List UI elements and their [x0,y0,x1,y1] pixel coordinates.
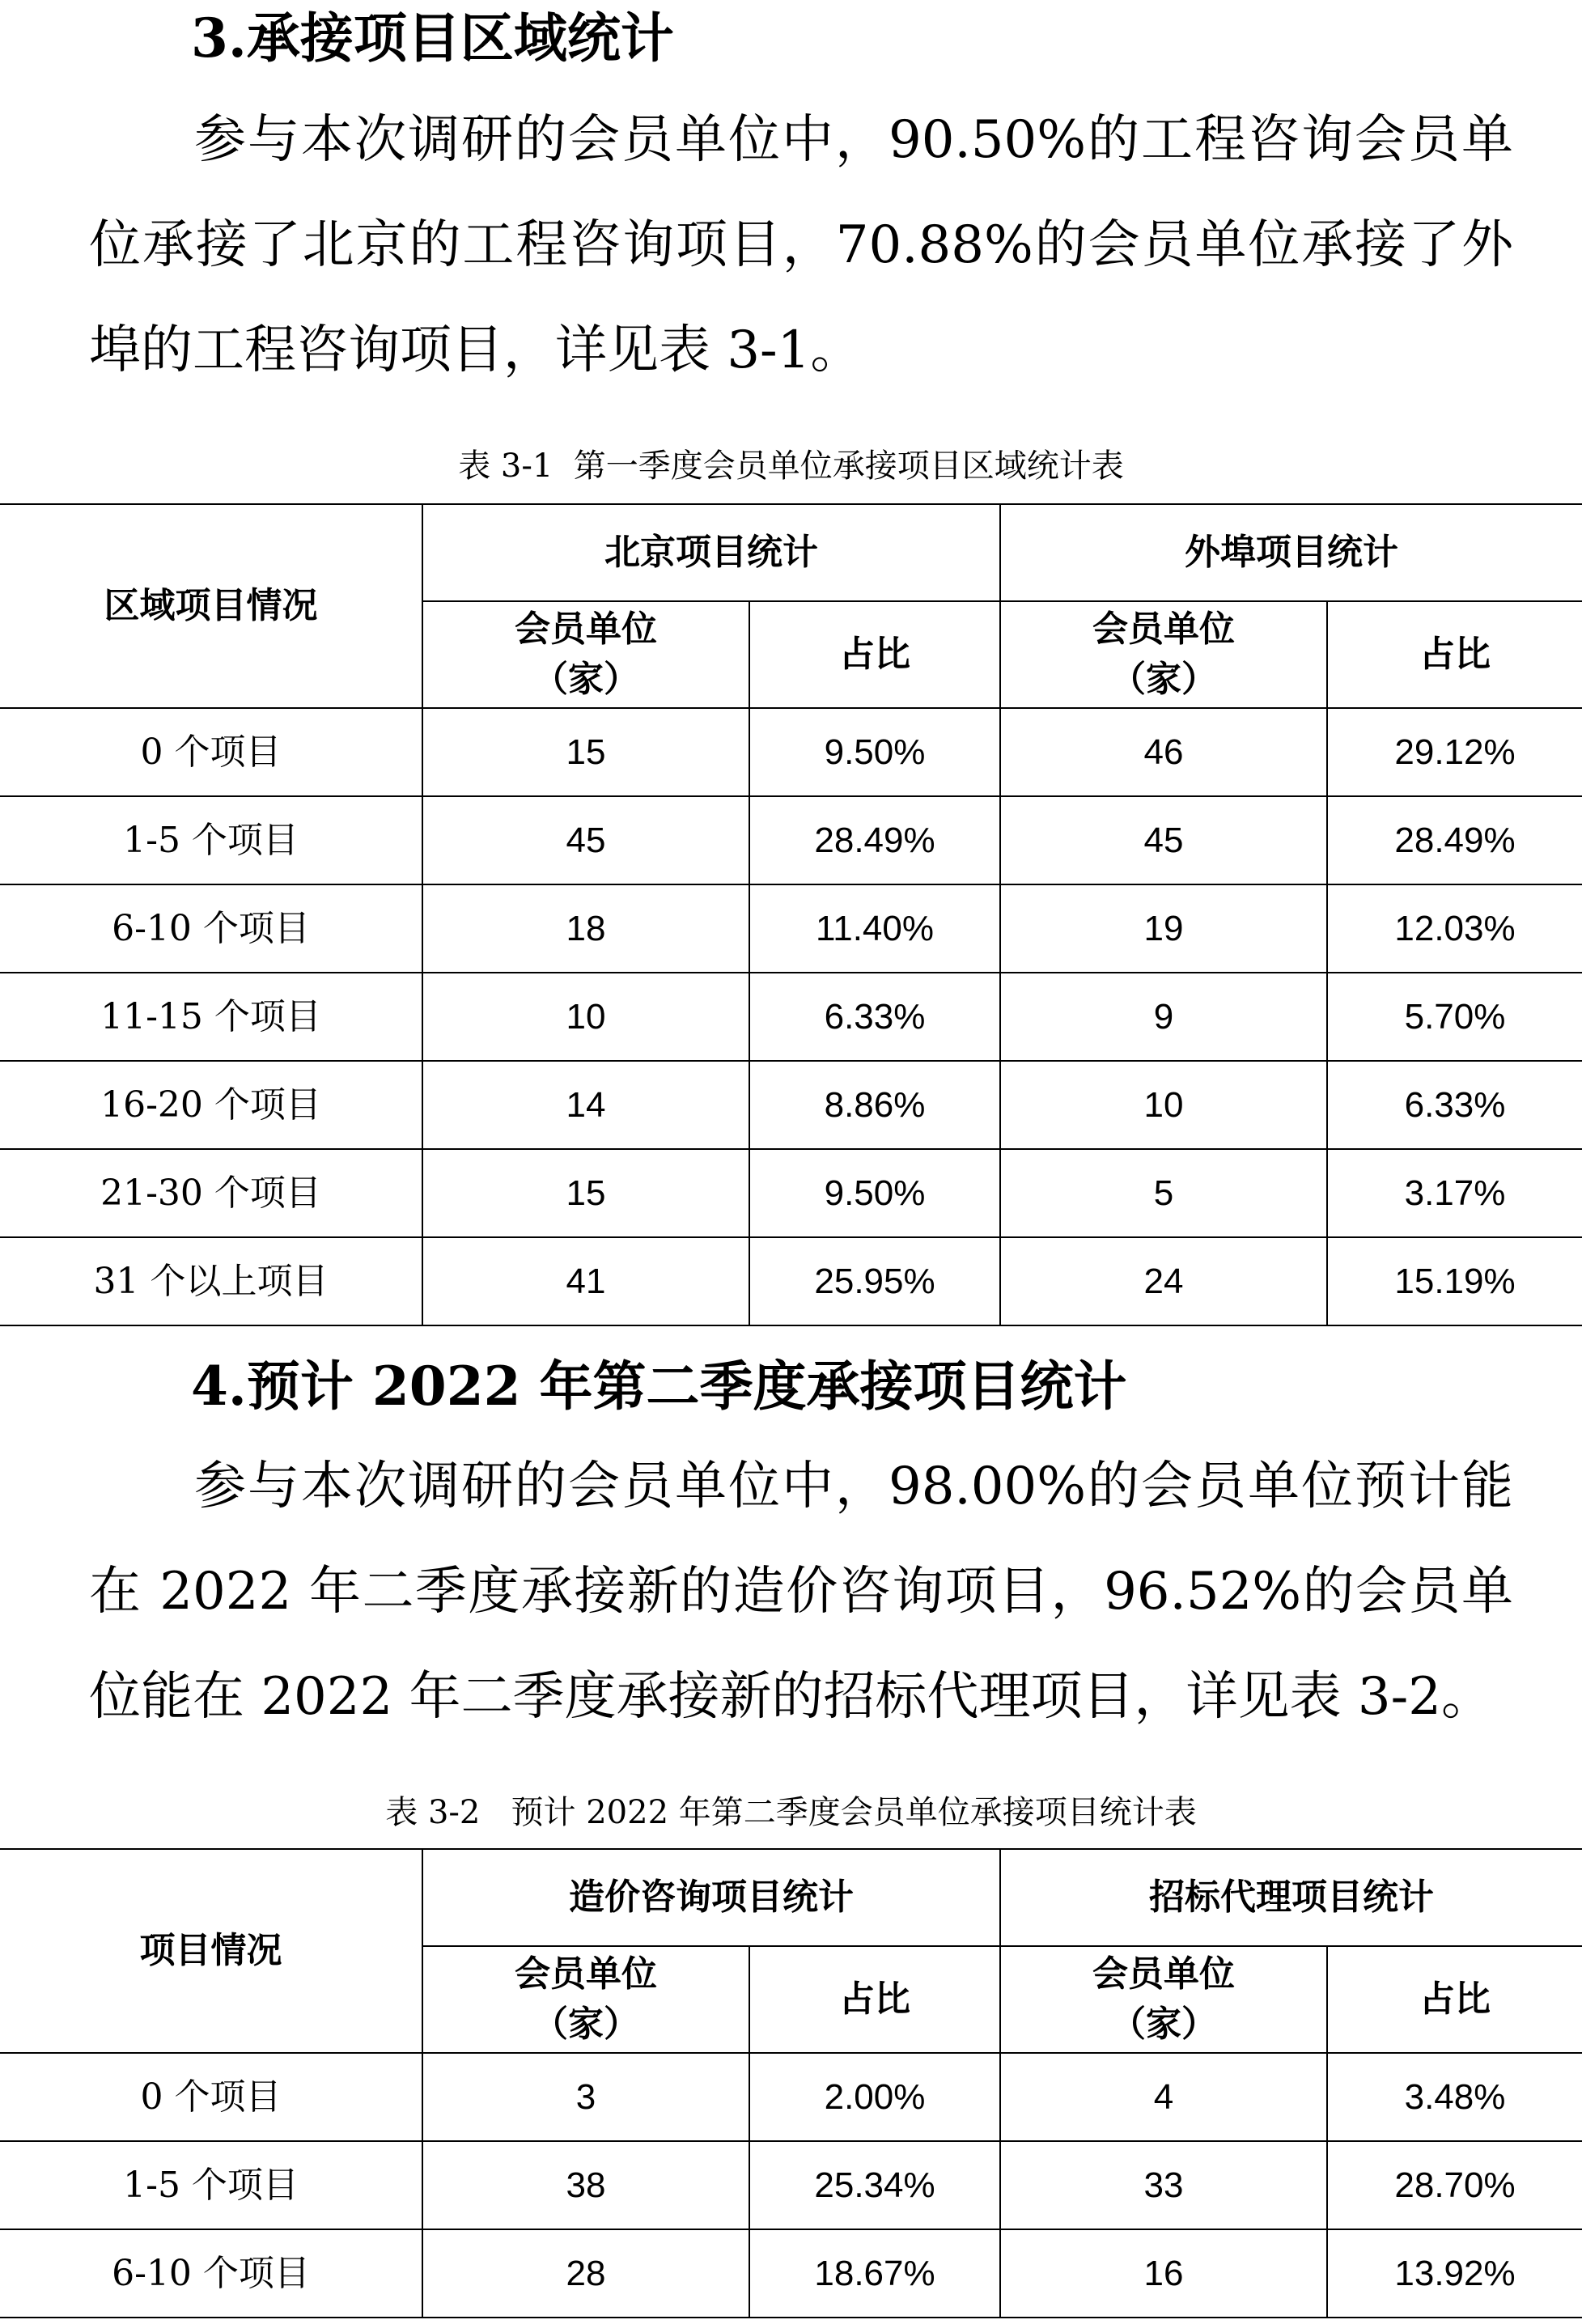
cell-units: 45 [1000,796,1327,884]
group-header-outside: 外埠项目统计 [1000,504,1582,601]
table-row [0,2141,1582,2229]
cell-ratio: 25.95% [749,1237,1000,1325]
table-3-2-caption: 表 3-2 预计 2022 年第二季度会员单位承接项目统计表 [385,1794,1197,1831]
units-header: 会员单位 （家） [422,601,749,708]
cell-ratio: 28.70% [1327,2141,1582,2229]
cell-units: 24 [1000,1237,1327,1325]
cell-units: 14 [422,1061,749,1149]
cell-ratio: 11.40% [749,884,1000,973]
cell-ratio: 9.50% [749,1149,1000,1237]
table-row [0,1149,1582,1237]
section-4-heading: 4.预计 2022 年第二季度承接项目统计 [191,1355,1127,1418]
cell-units: 9 [1000,973,1327,1061]
ratio-header: 占比 [1327,601,1582,708]
units-header: 会员单位 （家） [422,1946,749,2053]
section-4-paragraph [89,1434,1513,1749]
cell-units: 41 [422,1237,749,1325]
cell-units: 46 [1000,708,1327,796]
cell-units: 19 [1000,884,1327,973]
table-3-2 [0,1848,1582,2318]
cell-units: 38 [422,2141,749,2229]
ratio-header: 占比 [749,1946,1000,2053]
table-row [0,884,1582,973]
table-row [0,1061,1582,1149]
cell-units: 16 [1000,2229,1327,2318]
row-label: 16-20 个项目 [0,1061,422,1149]
group-header-beijing: 北京项目统计 [422,504,1000,601]
ratio-header: 占比 [1327,1946,1582,2053]
cell-units: 4 [1000,2053,1327,2141]
table-3-1-caption: 表 3-1 第一季度会员单位承接项目区域统计表 [458,447,1124,485]
cell-ratio: 13.92% [1327,2229,1582,2318]
units-header: 会员单位 （家） [1000,1946,1327,2053]
cell-ratio: 12.03% [1327,884,1582,973]
table-row-header: 区域项目情况 [0,504,422,708]
group-header-cost-consulting: 造价咨询项目统计 [422,1849,1000,1946]
cell-ratio: 18.67% [749,2229,1000,2318]
section-3-paragraph [89,87,1513,403]
cell-ratio: 3.48% [1327,2053,1582,2141]
section-4-paragraph-text: 参与本次调研的会员单位中，98.00%的会员单位预计能在 2022 年二季度承接新的造价咨询项目，96.52%的会员单位能在 2022 年二季度承接新的招标代理项目，详见表 3-2。 [89,1457,1513,1727]
cell-units: 18 [422,884,749,973]
row-label: 1-5 个项目 [0,2141,422,2229]
cell-ratio: 28.49% [1327,796,1582,884]
row-label: 6-10 个项目 [0,884,422,973]
cell-ratio: 3.17% [1327,1149,1582,1237]
cell-ratio: 8.86% [749,1061,1000,1149]
cell-ratio: 29.12% [1327,708,1582,796]
cell-ratio: 25.34% [749,2141,1000,2229]
table-3-1 [0,503,1582,1326]
cell-ratio: 9.50% [749,708,1000,796]
cell-units: 15 [422,708,749,796]
cell-units: 45 [422,796,749,884]
cell-ratio: 5.70% [1327,973,1582,1061]
cell-ratio: 28.49% [749,796,1000,884]
row-label: 31 个以上项目 [0,1237,422,1325]
cell-units: 10 [422,973,749,1061]
table-row [0,2053,1582,2141]
row-label: 11-15 个项目 [0,973,422,1061]
cell-ratio: 6.33% [1327,1061,1582,1149]
cell-ratio: 2.00% [749,2053,1000,2141]
cell-units: 10 [1000,1061,1327,1149]
row-label: 0 个项目 [0,708,422,796]
ratio-header: 占比 [749,601,1000,708]
row-label: 6-10 个项目 [0,2229,422,2318]
cell-ratio: 15.19% [1327,1237,1582,1325]
cell-units: 3 [422,2053,749,2141]
section-3-paragraph-text: 参与本次调研的会员单位中，90.50%的工程咨询会员单位承接了北京的工程咨询项目，70.88%的会员单位承接了外埠的工程咨询项目，详见表 3-1。 [89,110,1513,380]
table-row-header: 项目情况 [0,1849,422,2053]
row-label: 21-30 个项目 [0,1149,422,1237]
section-3-heading: 3.承接项目区域统计 [191,6,674,70]
table-row [0,1237,1582,1325]
table-row [0,708,1582,796]
cell-units: 28 [422,2229,749,2318]
cell-units: 15 [422,1149,749,1237]
cell-ratio: 6.33% [749,973,1000,1061]
row-label: 0 个项目 [0,2053,422,2141]
table-row [0,973,1582,1061]
cell-units: 5 [1000,1149,1327,1237]
row-label: 1-5 个项目 [0,796,422,884]
group-header-tender-agency: 招标代理项目统计 [1000,1849,1582,1946]
table-row [0,2229,1582,2318]
table-row [0,796,1582,884]
units-header: 会员单位 （家） [1000,601,1327,708]
cell-units: 33 [1000,2141,1327,2229]
